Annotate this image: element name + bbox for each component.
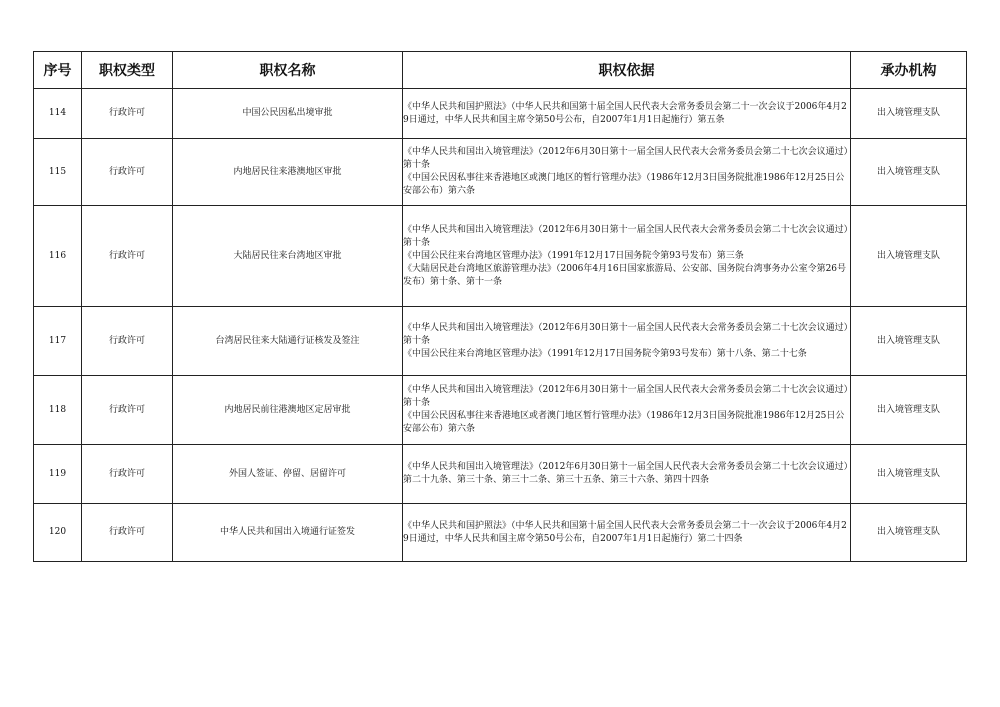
basis-line: 《中华人民共和国出入境管理法》（2012年6月30日第十一届全国人民代表大会常务委员会第二十七次会议通过）第十条 [403, 147, 849, 170]
header-type: 职权类型 [82, 52, 173, 89]
header-org: 承办机构 [851, 52, 967, 89]
table-row [34, 89, 967, 139]
row-name: 中华人民共和国出入境通行证签发 [173, 504, 403, 562]
row-name: 大陆居民往来台湾地区审批 [173, 206, 403, 307]
table-row [34, 504, 967, 562]
row-basis [403, 504, 851, 562]
table-row [34, 376, 967, 445]
row-org: 出入境管理支队 [851, 206, 967, 307]
row-type: 行政许可 [82, 504, 173, 562]
basis-line: 《中国公民往来台湾地区管理办法》（1991年12月17日国务院令第93号发布）第三条 [403, 250, 744, 261]
row-basis [403, 139, 851, 206]
basis-line: 《中国公民因私事往来香港地区或者澳门地区暂行管理办法》（1986年12月3日国务院批准1986年12月25日公安部公布）第六条 [403, 411, 845, 434]
row-name: 内地居民前往港澳地区定居审批 [173, 376, 403, 445]
row-basis [403, 376, 851, 445]
row-org: 出入境管理支队 [851, 307, 967, 376]
row-seq: 116 [34, 206, 82, 307]
row-type: 行政许可 [82, 445, 173, 504]
row-basis [403, 206, 851, 307]
header-name: 职权名称 [173, 52, 403, 89]
row-seq: 120 [34, 504, 82, 562]
row-name: 内地居民往来港澳地区审批 [173, 139, 403, 206]
row-org: 出入境管理支队 [851, 139, 967, 206]
table-row [34, 206, 967, 307]
row-seq: 118 [34, 376, 82, 445]
row-org: 出入境管理支队 [851, 376, 967, 445]
row-org: 出入境管理支队 [851, 504, 967, 562]
basis-line: 《中华人民共和国出入境管理法》（2012年6月30日第十一届全国人民代表大会常务委员会第二十七次会议通过）第十条 [403, 322, 849, 346]
row-type: 行政许可 [82, 139, 173, 206]
row-seq: 117 [34, 307, 82, 376]
row-basis [403, 307, 851, 376]
row-type: 行政许可 [82, 89, 173, 139]
row-org: 出入境管理支队 [851, 89, 967, 139]
table-row [34, 445, 967, 504]
row-type: 行政许可 [82, 206, 173, 307]
row-name: 中国公民因私出境审批 [173, 89, 403, 139]
basis-line: 《中国公民往来台湾地区管理办法》（1991年12月17日国务院令第93号发布）第十八条、第二十七条 [403, 348, 807, 359]
basis-line: 《中国公民因私事往来香港地区或澳门地区的暂行管理办法》（1986年12月3日国务院批准1986年12月25日公安部公布）第六条 [403, 173, 845, 196]
row-name: 外国人签证、停留、居留许可 [173, 445, 403, 504]
table-row [34, 307, 967, 376]
row-org: 出入境管理支队 [851, 445, 967, 504]
row-basis [403, 89, 851, 139]
basis-line: 《中华人民共和国护照法》（中华人民共和国第十届全国人民代表大会常务委员会第二十一次会议于2006年4月29日通过，中华人民共和国主席令第50号公布，自2007年1月1日起施行）第二十四条 [403, 520, 847, 544]
row-type: 行政许可 [82, 307, 173, 376]
row-seq: 115 [34, 139, 82, 206]
authority-table [33, 51, 967, 562]
row-name: 台湾居民往来大陆通行证核发及签注 [173, 307, 403, 376]
table-header-row [34, 52, 967, 89]
table-row [34, 139, 967, 206]
basis-line: 《中华人民共和国出入境管理法》（2012年6月30日第十一届全国人民代表大会常务委员会第二十七次会议通过）第十条 [403, 385, 849, 408]
basis-line: 《中华人民共和国出入境管理法》（2012年6月30日第十一届全国人民代表大会常务委员会第二十七次会议通过）第十条 [403, 224, 849, 248]
header-basis: 职权依据 [403, 52, 851, 89]
row-seq: 119 [34, 445, 82, 504]
row-seq: 114 [34, 89, 82, 139]
header-seq: 序号 [34, 52, 82, 89]
basis-line: 《中华人民共和国护照法》（中华人民共和国第十届全国人民代表大会常务委员会第二十一次会议于2006年4月29日通过，中华人民共和国主席令第50号公布，自2007年1月1日起施行）第五条 [403, 101, 847, 125]
row-basis [403, 445, 851, 504]
row-type: 行政许可 [82, 376, 173, 445]
basis-line: 《中华人民共和国出入境管理法》（2012年6月30日第十一届全国人民代表大会常务委员会第二十七次会议通过）第二十九条、第三十条、第三十二条、第三十五条、第三十六条、第四十四条 [403, 462, 849, 485]
basis-line: 《大陆居民赴台湾地区旅游管理办法》（2006年4月16日国家旅游局、公安部、国务院台湾事务办公室令第26号发布）第十条、第十一条 [403, 263, 847, 287]
